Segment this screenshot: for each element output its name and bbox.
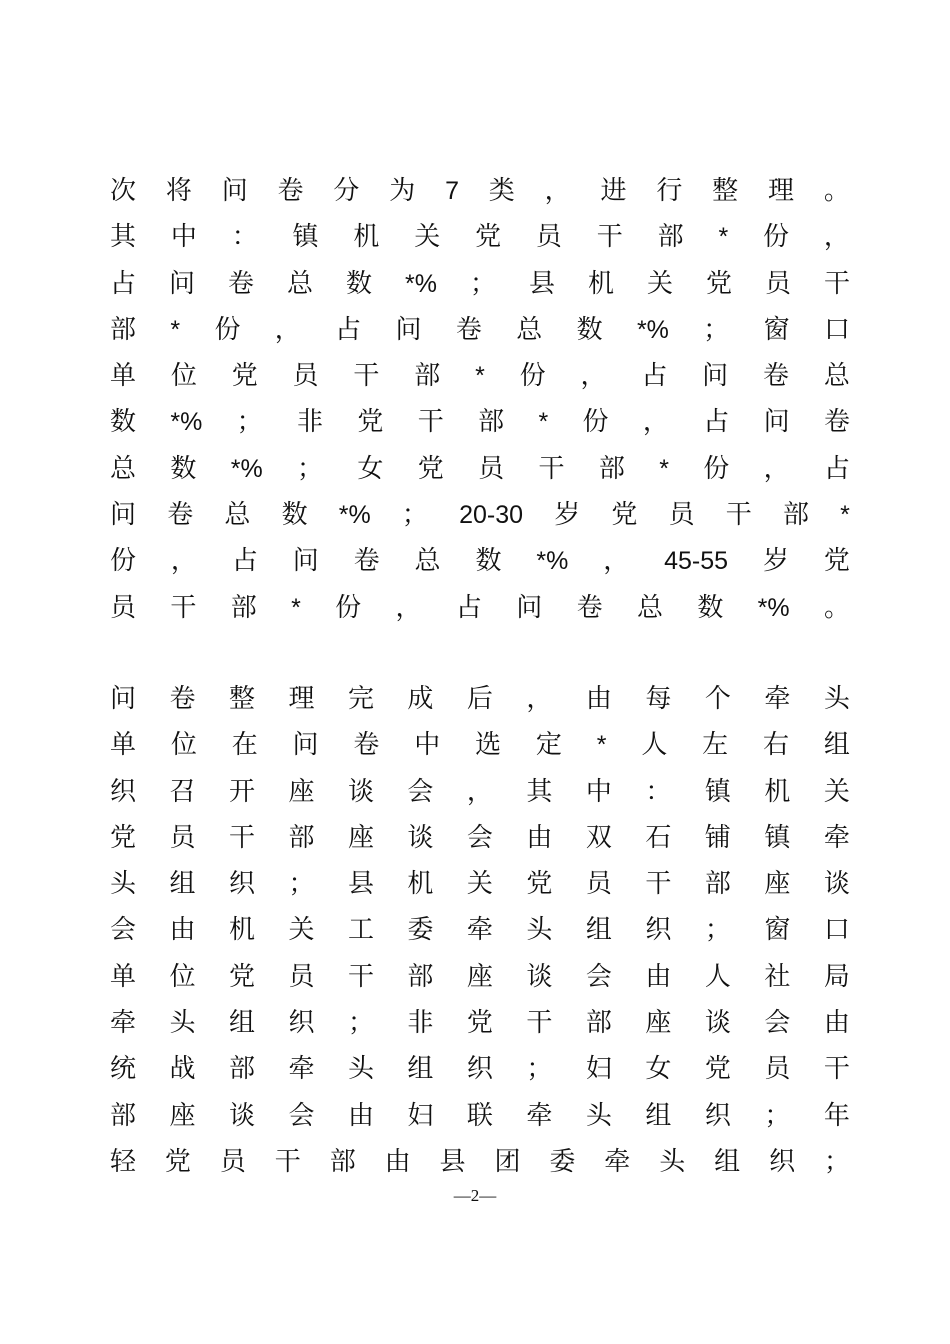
text-token: 会 xyxy=(288,1100,315,1131)
text-token: 问 xyxy=(110,684,137,714)
text-token: 员 xyxy=(668,500,695,531)
paragraph-1 xyxy=(110,168,850,631)
text-token: 谈 xyxy=(526,961,553,992)
text-token: 关 xyxy=(823,776,850,807)
text-token: 位 xyxy=(170,730,197,761)
text-token: 部 xyxy=(657,222,684,253)
text-token: ： xyxy=(231,222,258,253)
text-token: 女 xyxy=(645,1054,672,1085)
text-token: ； xyxy=(703,314,730,345)
text-token: 牵 xyxy=(526,1100,553,1131)
text-token: ； xyxy=(297,453,324,484)
text-token: 单 xyxy=(110,961,137,992)
page-number: —2— xyxy=(453,1186,497,1205)
text-token: *% xyxy=(636,315,669,344)
text-token: 织 xyxy=(769,1146,796,1177)
text-token: 份 xyxy=(763,222,790,253)
text-token: 党 xyxy=(466,1008,493,1039)
text-token: 干 xyxy=(645,869,672,900)
text-token: 整 xyxy=(712,176,739,206)
text-token: 员 xyxy=(110,592,137,623)
text-token: 组 xyxy=(169,869,196,900)
text-token: 谈 xyxy=(407,822,434,853)
text-token: 党 xyxy=(164,1146,191,1177)
text-token: 石 xyxy=(645,822,672,853)
text-token: ； xyxy=(236,407,263,438)
text-token: ； xyxy=(526,1054,553,1085)
text-token: 员 xyxy=(288,961,315,992)
text-token: *% xyxy=(170,408,203,437)
text-token: 组 xyxy=(407,1054,434,1085)
text-token: 口 xyxy=(823,915,850,946)
text-token: 卷 xyxy=(455,314,482,345)
text-token: 牵 xyxy=(288,1054,315,1085)
text-token: 占 xyxy=(110,268,137,299)
text-token: *% xyxy=(536,547,569,576)
text-token: 会 xyxy=(466,822,493,853)
text-token: * xyxy=(538,408,549,437)
text-token: 总 xyxy=(516,314,543,345)
text-token: 头 xyxy=(585,1100,612,1131)
text-token: 卷 xyxy=(823,407,850,438)
text-token: 单 xyxy=(110,730,137,761)
text-line xyxy=(110,954,850,1000)
text-token: 部 xyxy=(414,361,441,392)
text-token: 党 xyxy=(228,961,255,992)
text-token: 占 xyxy=(703,407,730,438)
text-token: 干 xyxy=(353,361,380,392)
text-token: 牵 xyxy=(823,822,850,853)
text-token: 数 xyxy=(697,592,724,623)
text-line xyxy=(110,307,850,353)
text-line xyxy=(110,907,850,953)
text-token: 座 xyxy=(169,1100,196,1131)
text-token: 整 xyxy=(228,684,255,714)
text-token: 员 xyxy=(764,268,791,299)
text-token: 定 xyxy=(535,730,562,761)
text-token: 部 xyxy=(478,407,505,438)
text-token: 牵 xyxy=(466,915,493,946)
text-token: 妇 xyxy=(407,1100,434,1131)
text-token: ， xyxy=(526,684,553,714)
text-token: 镇 xyxy=(292,222,319,253)
text-token: 部 xyxy=(110,314,137,345)
text-token: 位 xyxy=(169,961,196,992)
text-token: ； xyxy=(347,1008,374,1039)
text-token: 卷 xyxy=(763,361,790,392)
text-token: 党 xyxy=(823,546,850,577)
text-token: 行 xyxy=(656,176,683,206)
text-line xyxy=(110,1139,850,1185)
text-token: 员 xyxy=(535,222,562,253)
text-token: ， xyxy=(170,546,197,577)
text-token: 部 xyxy=(228,1054,255,1085)
text-line xyxy=(110,261,850,307)
text-token: 占 xyxy=(455,592,482,623)
text-token: 人 xyxy=(641,730,668,761)
text-line xyxy=(110,585,850,631)
text-token: 份 xyxy=(110,546,137,577)
text-token: 谈 xyxy=(823,869,850,900)
text-token: 关 xyxy=(414,222,441,253)
text-token: 妇 xyxy=(585,1054,612,1085)
text-token: 干 xyxy=(823,1054,850,1085)
text-line xyxy=(110,1046,850,1092)
text-line xyxy=(110,446,850,492)
text-token: 干 xyxy=(228,822,255,853)
text-token: 在 xyxy=(231,730,258,761)
text-token: 开 xyxy=(228,776,255,807)
text-token: 卷 xyxy=(167,500,194,531)
text-token: 召 xyxy=(169,776,196,807)
text-token: 占 xyxy=(641,361,668,392)
text-token: ， xyxy=(763,453,790,484)
text-token: 战 xyxy=(169,1054,196,1085)
text-line xyxy=(110,1000,850,1046)
text-token: 问 xyxy=(292,730,319,761)
text-token: 轻 xyxy=(110,1146,137,1177)
text-token: 关 xyxy=(288,915,315,946)
text-token: ； xyxy=(823,1146,850,1177)
text-token: 党 xyxy=(110,822,137,853)
text-token: 干 xyxy=(347,961,374,992)
text-token: *% xyxy=(230,454,263,483)
text-token: 问 xyxy=(110,500,137,531)
text-token: * xyxy=(718,223,729,252)
text-token: 45-55 xyxy=(664,547,729,576)
text-token: 卷 xyxy=(353,546,380,577)
text-token: 位 xyxy=(170,361,197,392)
text-token: 总 xyxy=(287,268,314,299)
text-line xyxy=(110,214,850,260)
text-token: 员 xyxy=(478,453,505,484)
text-token: 县 xyxy=(528,268,555,299)
text-token: 联 xyxy=(466,1100,493,1131)
text-token: 为 xyxy=(389,176,416,206)
text-token: 选 xyxy=(475,730,502,761)
text-token: 会 xyxy=(407,776,434,807)
text-token: ； xyxy=(469,268,496,299)
text-token: 数 xyxy=(475,546,502,577)
text-token: 非 xyxy=(407,1008,434,1039)
text-token: 织 xyxy=(110,776,137,807)
text-token: 座 xyxy=(466,961,493,992)
text-token: 会 xyxy=(764,1008,791,1039)
text-token: 组 xyxy=(714,1146,741,1177)
text-token: 总 xyxy=(636,592,663,623)
text-token: 口 xyxy=(823,314,850,345)
text-line xyxy=(110,168,850,214)
text-token: 部 xyxy=(288,822,315,853)
text-token: 织 xyxy=(228,869,255,900)
text-token: *% xyxy=(338,501,371,530)
text-token: 非 xyxy=(297,407,324,438)
text-token: 卷 xyxy=(228,268,255,299)
text-token: 数 xyxy=(576,314,603,345)
text-token: 次 xyxy=(110,176,137,206)
text-token: 牵 xyxy=(110,1008,137,1039)
text-token: 窗 xyxy=(764,915,791,946)
text-token: *% xyxy=(405,269,437,298)
text-token: 由 xyxy=(347,1100,374,1131)
paragraph-2 xyxy=(110,676,850,1185)
text-token: ； xyxy=(704,915,731,946)
text-token: 局 xyxy=(823,961,850,992)
text-token: 员 xyxy=(169,822,196,853)
text-token: 个 xyxy=(704,684,731,714)
text-line xyxy=(110,538,850,584)
text-token: 委 xyxy=(549,1146,576,1177)
text-token: 员 xyxy=(219,1146,246,1177)
text-token: 党 xyxy=(526,869,553,900)
text-token: ： xyxy=(645,776,672,807)
text-token: 完 xyxy=(347,684,374,714)
text-line xyxy=(110,861,850,907)
text-token: 问 xyxy=(395,314,422,345)
text-token: 机 xyxy=(228,915,255,946)
text-token: 镇 xyxy=(764,822,791,853)
text-token: 右 xyxy=(763,730,790,761)
text-token: 党 xyxy=(705,268,732,299)
text-token: 问 xyxy=(292,546,319,577)
text-token: 县 xyxy=(347,869,374,900)
text-token: 岁 xyxy=(554,500,581,531)
text-token: 谈 xyxy=(347,776,374,807)
text-token: 委 xyxy=(407,915,434,946)
text-token: 其 xyxy=(110,222,137,253)
text-token: 数 xyxy=(346,268,373,299)
text-token: 干 xyxy=(823,268,850,299)
text-token: 占 xyxy=(335,314,362,345)
text-token: 员 xyxy=(764,1054,791,1085)
text-token: 数 xyxy=(110,407,137,438)
text-token: ； xyxy=(764,1100,791,1131)
text-token: ， xyxy=(466,776,493,807)
text-token: 成 xyxy=(407,684,434,714)
text-token: 关 xyxy=(466,869,493,900)
text-token: 头 xyxy=(659,1146,686,1177)
text-token: 卷 xyxy=(576,592,603,623)
text-token: 部 xyxy=(407,961,434,992)
text-token: 社 xyxy=(764,961,791,992)
text-token: 员 xyxy=(585,869,612,900)
text-token: ， xyxy=(603,546,630,577)
text-token: 部 xyxy=(230,592,257,623)
text-token: 头 xyxy=(347,1054,374,1085)
text-token: 谈 xyxy=(228,1100,255,1131)
text-token: 员 xyxy=(292,361,319,392)
text-token: 中 xyxy=(414,730,441,761)
text-token: 20-30 xyxy=(459,501,524,530)
text-token: 镇 xyxy=(704,776,731,807)
text-token: 7 xyxy=(445,177,459,205)
text-token: 团 xyxy=(494,1146,521,1177)
text-token: 份 xyxy=(335,592,362,623)
text-token: 组 xyxy=(585,915,612,946)
text-token: 牵 xyxy=(764,684,791,714)
text-token: ； xyxy=(288,869,315,900)
text-token: 部 xyxy=(704,869,731,900)
text-token: 机 xyxy=(353,222,380,253)
text-token: 问 xyxy=(763,407,790,438)
text-token: 。 xyxy=(823,176,850,206)
text-token: 座 xyxy=(645,1008,672,1039)
text-line xyxy=(110,492,850,538)
text-token: 女 xyxy=(357,453,384,484)
text-token: 织 xyxy=(466,1054,493,1085)
text-token: 组 xyxy=(645,1100,672,1131)
text-token: 卷 xyxy=(353,730,380,761)
text-token: 头 xyxy=(110,869,137,900)
text-token: 部 xyxy=(598,453,625,484)
text-token: *% xyxy=(757,593,790,622)
text-token: 双 xyxy=(585,822,612,853)
text-token: ， xyxy=(274,314,301,345)
text-token: 问 xyxy=(169,268,196,299)
text-line xyxy=(110,399,850,445)
text-token: 理 xyxy=(768,176,795,206)
text-token: 人 xyxy=(704,961,731,992)
text-token: 头 xyxy=(823,684,850,714)
text-token: 每 xyxy=(645,684,672,714)
text-token: ， xyxy=(823,222,850,253)
text-token: ， xyxy=(544,176,571,206)
text-token: 头 xyxy=(169,1008,196,1039)
text-token: 由 xyxy=(823,1008,850,1039)
text-token: 党 xyxy=(611,500,638,531)
text-token: 部 xyxy=(782,500,809,531)
text-token: 会 xyxy=(585,961,612,992)
text-line xyxy=(110,815,850,861)
text-token: 织 xyxy=(288,1008,315,1039)
text-token: 中 xyxy=(585,776,612,807)
text-token: 机 xyxy=(407,869,434,900)
text-token: 干 xyxy=(538,453,565,484)
text-token: 由 xyxy=(645,961,672,992)
text-token: 机 xyxy=(587,268,614,299)
text-token: 会 xyxy=(110,915,137,946)
text-token: 干 xyxy=(725,500,752,531)
text-token: ， xyxy=(580,361,607,392)
text-token: 总 xyxy=(414,546,441,577)
text-token: 织 xyxy=(704,1100,731,1131)
text-token: 问 xyxy=(221,176,248,206)
text-token: 。 xyxy=(823,592,850,623)
text-token: 后 xyxy=(466,684,493,714)
text-line xyxy=(110,769,850,815)
text-token: 部 xyxy=(329,1146,356,1177)
text-token: 岁 xyxy=(762,546,789,577)
text-token: 组 xyxy=(823,730,850,761)
text-token: 干 xyxy=(417,407,444,438)
text-token: 类 xyxy=(488,176,515,206)
text-token: 占 xyxy=(231,546,258,577)
text-token: 织 xyxy=(645,915,672,946)
text-token: 党 xyxy=(357,407,384,438)
text-token: ， xyxy=(642,407,669,438)
text-token: 理 xyxy=(288,684,315,714)
text-token: 部 xyxy=(585,1008,612,1039)
text-token: 座 xyxy=(288,776,315,807)
text-token: 将 xyxy=(165,176,192,206)
text-token: 干 xyxy=(170,592,197,623)
text-token: 由 xyxy=(526,822,553,853)
text-token: 机 xyxy=(764,776,791,807)
text-token: 牵 xyxy=(604,1146,631,1177)
text-token: 窗 xyxy=(763,314,790,345)
text-token: 份 xyxy=(703,453,730,484)
text-token: 党 xyxy=(231,361,258,392)
text-token: 党 xyxy=(475,222,502,253)
text-token: 问 xyxy=(516,592,543,623)
text-token: 由 xyxy=(384,1146,411,1177)
text-token: 卷 xyxy=(277,176,304,206)
text-token: 份 xyxy=(519,361,546,392)
text-token: 总 xyxy=(823,361,850,392)
text-token: 数 xyxy=(170,453,197,484)
text-token: 由 xyxy=(585,684,612,714)
text-token: 占 xyxy=(823,453,850,484)
text-token: * xyxy=(840,501,850,530)
text-token: 关 xyxy=(646,268,673,299)
text-token: 数 xyxy=(281,500,308,531)
text-token: 份 xyxy=(214,314,241,345)
text-line xyxy=(110,722,850,768)
text-token: 问 xyxy=(702,361,729,392)
text-line xyxy=(110,676,850,722)
text-token: * xyxy=(475,362,485,391)
text-token: 座 xyxy=(764,869,791,900)
text-token: 年 xyxy=(823,1100,850,1131)
text-token: 总 xyxy=(224,500,251,531)
text-token: 干 xyxy=(526,1008,553,1039)
text-token: 统 xyxy=(110,1054,137,1085)
text-token: 左 xyxy=(702,730,729,761)
text-token: 县 xyxy=(439,1146,466,1177)
text-token: 党 xyxy=(417,453,444,484)
text-token: 头 xyxy=(526,915,553,946)
text-token: * xyxy=(659,454,669,483)
text-token: 谈 xyxy=(704,1008,731,1039)
text-token: 其 xyxy=(526,776,553,807)
text-line xyxy=(110,353,850,399)
text-token: * xyxy=(596,731,607,760)
text-token: 座 xyxy=(347,822,374,853)
text-token: * xyxy=(291,593,301,622)
text-token: 部 xyxy=(110,1100,137,1131)
text-token: 干 xyxy=(596,222,623,253)
text-token: 单 xyxy=(110,361,137,392)
text-token: 中 xyxy=(170,222,197,253)
text-token: 进 xyxy=(600,176,627,206)
text-token: 组 xyxy=(228,1008,255,1039)
text-token: 由 xyxy=(169,915,196,946)
text-token: 卷 xyxy=(169,684,196,714)
text-token: 干 xyxy=(274,1146,301,1177)
text-token: 分 xyxy=(333,176,360,206)
text-token: 份 xyxy=(582,407,609,438)
text-token: 党 xyxy=(704,1054,731,1085)
text-token: 铺 xyxy=(704,822,731,853)
text-token: 工 xyxy=(347,915,374,946)
text-token: ， xyxy=(395,592,422,623)
text-line xyxy=(110,1093,850,1139)
text-token: * xyxy=(170,315,181,344)
text-token: 总 xyxy=(110,453,137,484)
text-token: ； xyxy=(401,500,428,531)
